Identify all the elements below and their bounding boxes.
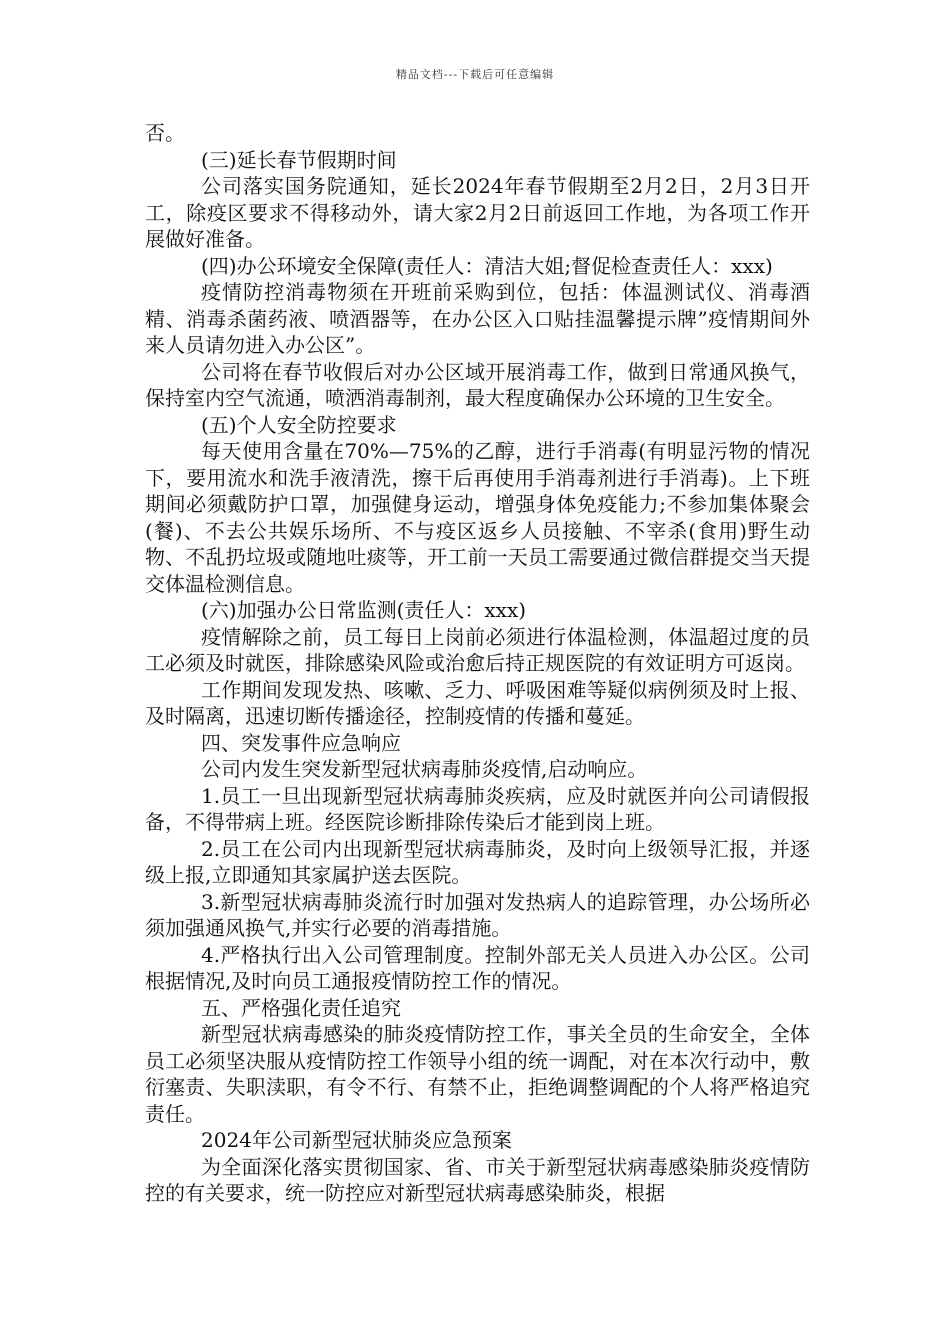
section-heading: (六)加强办公日常监测(责任人：xxx): [201, 598, 527, 622]
paragraph: 为全面深化落实贯彻国家、省、市关于新型冠状病毒感染肺炎疫情防控的有关要求，统一防控应对新型冠状病毒感染肺炎，根据: [145, 1154, 810, 1205]
section-heading: 四、突发事件应急响应: [201, 730, 401, 755]
section-heading: (三)延长春节假期时间: [201, 147, 397, 172]
list-item: 3.新型冠状病毒肺炎流行时加强对发热病人的追踪管理，办公场所必须加强通风换气,并实行必要的消毒措施。: [145, 889, 810, 940]
list-item: 1.员工一旦出现新型冠状病毒肺炎疾病，应及时就医并向公司请假报备，不得带病上班。经医院诊断排除传染后才能到岗上班。: [145, 783, 810, 834]
list-item: 4.严格执行出入公司管理制度。控制外部无关人员进入办公区。公司根据情况,及时向员工通报疫情防控工作的情况。: [145, 942, 810, 993]
list-item: 2.员工在公司内出现新型冠状病毒肺炎，及时向上级领导汇报，并逐级上报,立即通知其家属护送去医院。: [145, 836, 810, 887]
paragraph: 公司将在春节收假后对办公区域开展消毒工作，做到日常通风换气，保持室内空气流通，喷洒消毒制剂，最大程度确保办公环境的卫生安全。: [145, 359, 810, 410]
page-header: 精品文档---下载后可任意编辑: [395, 68, 555, 81]
section-heading: (五)个人安全防控要求: [201, 412, 397, 437]
paragraph: 公司内发生突发新型冠状病毒肺炎疫情,启动响应。: [201, 757, 648, 781]
document-title: 2024年公司新型冠状肺炎应急预案: [201, 1128, 512, 1152]
paragraph: 公司落实国务院通知，延长2024年春节假期至2月2日，2月3日开工，除疫区要求不得移动外，请大家2月2日前返回工作地，为各项工作开展做好准备。: [145, 174, 810, 251]
document-body: [145, 120, 810, 1207]
paragraph: 新型冠状病毒感染的肺炎疫情防控工作，事关全员的生命安全，全体员工必须坚决服从疫情防控工作领导小组的统一调配，对在本次行动中，敷衍塞责、失职渎职，有令不行、有禁不止，拒绝调整调配的个人将严格追究责任。: [145, 1022, 810, 1126]
paragraph: 工作期间发现发热、咳嗽、乏力、呼吸困难等疑似病例须及时上报、及时隔离，迅速切断传播途径，控制疫情的传播和蔓延。: [145, 677, 810, 728]
section-heading: 五、严格强化责任追究: [201, 995, 401, 1020]
paragraph: 疫情解除之前，员工每日上岗前必须进行体温检测，体温超过度的员工必须及时就医，排除感染风险或治愈后持正规医院的有效证明方可返岗。: [145, 624, 810, 675]
section-heading: (四)办公环境安全保障(责任人：清洁大姐;督促检查责任人：xxx): [201, 253, 773, 278]
paragraph: 每天使用含量在70%—75%的乙醇，进行手消毒(有明显污物的情况下，要用流水和洗手液清洗，擦干后再使用手消毒剂进行手消毒)。上下班期间必须戴防护口罩，加强健身运动，增强身体免疫能力;不参加集体聚会(餐)、不去公共娱乐场所、不与疫区返乡人员接触、不宰杀(食用)野生动物、不乱扔垃圾或随地吐痰等，开工前一天员工需要通过微信群提交当天提交体温检测信息。: [145, 439, 810, 596]
paragraph: 疫情防控消毒物须在开班前采购到位，包括：体温测试仪、消毒酒精、消毒杀菌药液、喷酒器等，在办公区入口贴挂温馨提示牌”疫情期间外来人员请勿进入办公区”。: [145, 280, 810, 357]
paragraph: 否。: [145, 121, 185, 145]
